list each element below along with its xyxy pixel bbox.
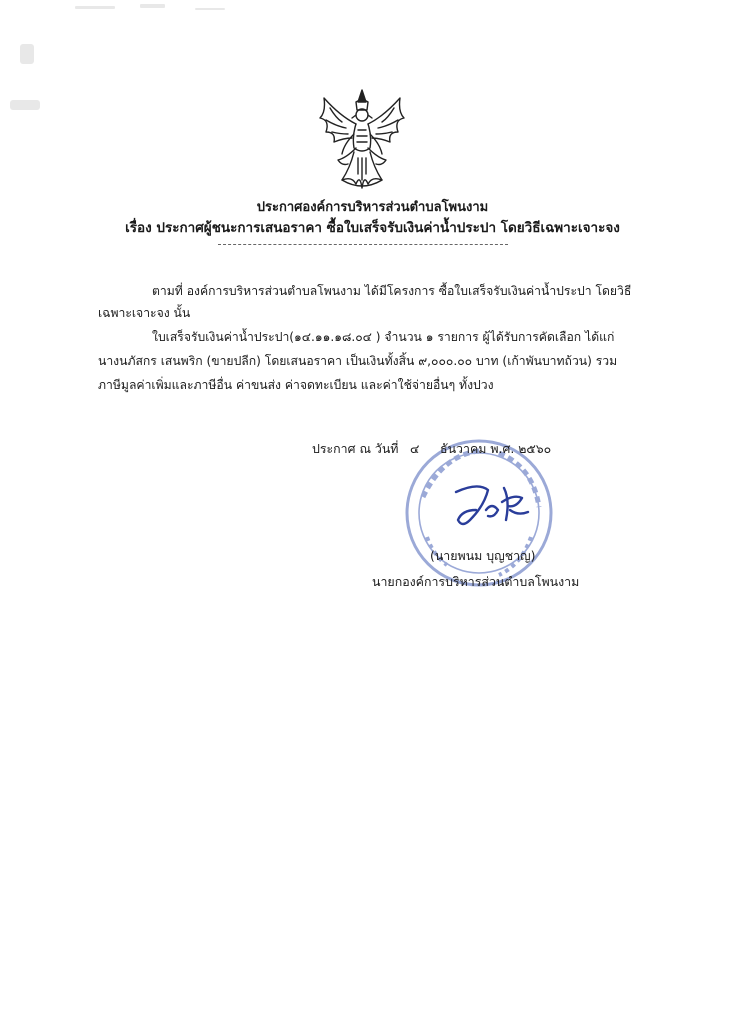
- body-line-5: ภาษีมูลค่าเพิ่มและภาษีอื่น ค่าขนส่ง ค่าจดทะเบียน และค่าใช้จ่ายอื่นๆ ทั้งปวง: [98, 378, 494, 392]
- announcement-date: [0, 440, 745, 460]
- body-line-2: เฉพาะเจาะจง นั้น: [98, 306, 191, 320]
- document-title: ประกาศองค์การบริหารส่วนตำบลโพนงาม: [256, 200, 489, 215]
- signer-name: (นายพนม บุญชาญ): [430, 548, 536, 563]
- garuda-emblem-icon: [312, 88, 412, 193]
- title-divider: [218, 244, 508, 245]
- date-day: ๔: [410, 441, 420, 456]
- date-prefix: ประกาศ ณ วันที่: [312, 441, 399, 456]
- handwritten-signature: [448, 480, 538, 535]
- date-month-year: ธันวาคม พ.ศ. ๒๕๖๐: [440, 441, 552, 456]
- body-line-1: ตามที่ องค์การบริหารส่วนตำบลโพนงาม ได้มีโครงการ ซื้อใบเสร็จรับเงินค่าน้ำประปา โดยวิธี: [152, 284, 632, 298]
- body-line-3: ใบเสร็จรับเงินค่าน้ำประปา(๑๔.๑๑.๑๘.๐๔ ) จำนวน ๑ รายการ ผู้ได้รับการคัดเลือก ได้แก่: [152, 330, 615, 344]
- body-line-4: นางนภัสกร เสนพริก (ขายปลีก) โดยเสนอราคา เป็นเงินทั้งสิ้น ๙,๐๐๐.๐๐ บาท (เก้าพันบาทถ้วน) รวม: [98, 354, 618, 368]
- signer-title: นายกองค์การบริหารส่วนตำบลโพนงาม: [372, 574, 580, 589]
- document-subject: เรื่อง ประกาศผู้ชนะการเสนอราคา ซื้อใบเสร็จรับเงินค่าน้ำประปา โดยวิธีเฉพาะเจาะจง: [125, 220, 620, 236]
